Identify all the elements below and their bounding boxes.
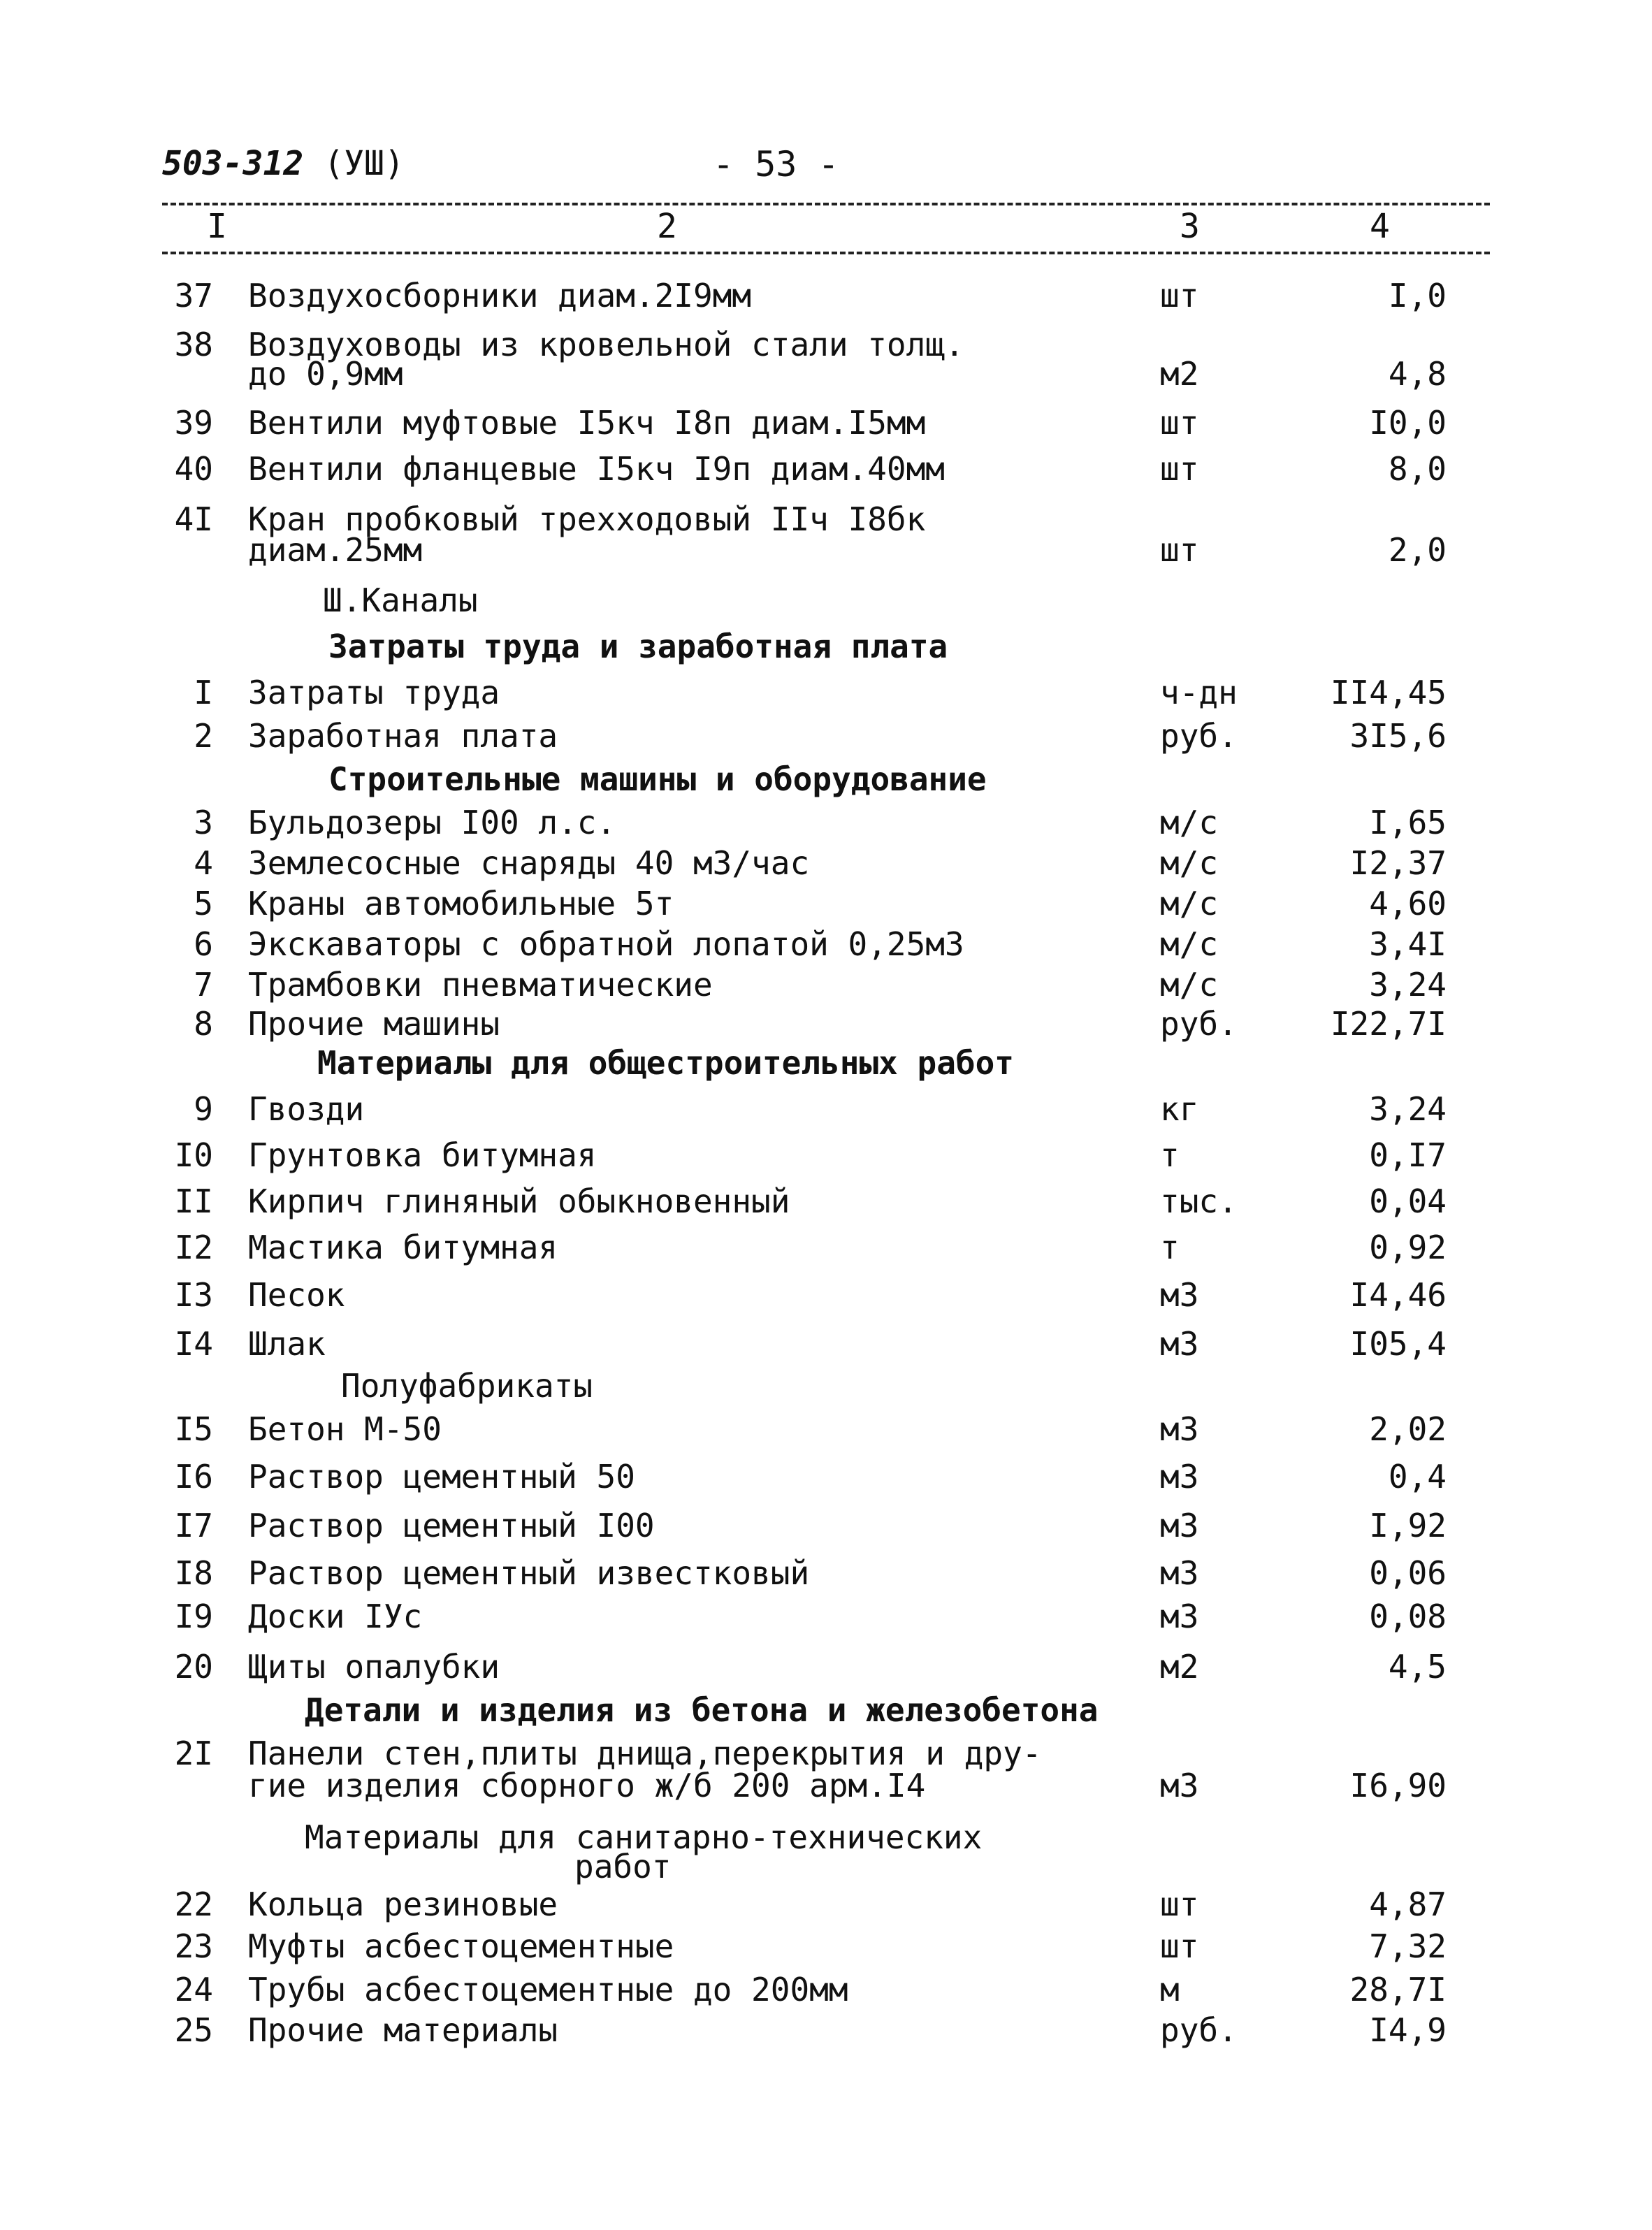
document-code: 503-312 (УШ)	[162, 144, 405, 183]
col-header-2: 2	[657, 207, 677, 246]
section-heading: Детали и изделия из бетона и железобетона	[305, 1691, 1099, 1729]
col-header-3: 3	[1180, 207, 1200, 246]
divider	[162, 203, 1490, 205]
section-heading: работ	[574, 1848, 672, 1885]
page-number: - 53 -	[713, 144, 839, 184]
section-heading: Материалы для общестроительных работ	[317, 1044, 1014, 1082]
section-heading: Строительные машины и оборудование	[328, 760, 987, 798]
document-page: 503-312 (УШ) - 53 - I 2 3 4 37 Воздухосборники диам.2I9мм шт I,0 38 Воздуховоды из кровельной стали толщ. до 0,9мм м2 4,8 39 Вентили муфтовые I5кч I8п диам.I5мм шт I0,0 40 Вентили фланцевые I5кч I9п диам.40мм шт 8,0 4I Кран пробковый трехходовый IIч I8бк диам.25мм шт 2,0 Ш.Каналы Затраты труда и заработная плата I Затраты труда ч-дн II4,45 2 Заработная плата руб. 3I5,6 Строительные машины и оборудование 3 Бульдозеры I00 л.с. м/с I,65 4 Землесосные снаряды 40 м3/час м/с I2,37 5 Краны автомобильные 5т м/с 4,60 6 Экскаваторы с обратной лопатой 0,25м3 м/с 3,4I 7 Трамбовки пневматические м/с 3,24 8 Прочие машины руб. I22,7I Материалы для общестроительных работ 9 Гвозди кг 3,24 I0 Грунтовка битумная т 0,I7 II Кирпич глиняный обыкновенный тыс. 0,04 I2 Мастика битумная т 0,92 I3 Песок м3 I4,46 I4 Шлак м3 I05,4 Полуфабрикаты I5 Бетон М-50 м3 2,02 I6 Раствор цементный 50 м3 0,4 I7 Раствор цементный I00 м3 I,92 I8 Раствор цементный известковый м3 0,06 I9 Доски IУс м3 0,08 20 Щиты опалубки м2 4,5 Детали и изделия из бетона и железобетона 2I Панели стен,плиты днища,перекрытия и дру- гие изделия сборного ж/б 200 арм.I4 м3 I6,90 Материалы для санитарно-технических работ 22 Кольца резиновые шт 4,87 23 Муфты асбестоцементные шт 7,32 24 Трубы асбестоцементные до 200мм м 28,7I 25 Прочие материалы руб. I4,9	[0, 0, 1652, 2230]
section-heading: Ш.Каналы	[323, 581, 478, 619]
divider	[162, 252, 1490, 254]
section-heading: Полуфабрикаты	[341, 1367, 593, 1405]
col-header-1: I	[207, 207, 227, 246]
col-header-4: 4	[1370, 207, 1390, 246]
section-heading: Материалы для санитарно-технических	[305, 1818, 983, 1856]
section-heading: Затраты труда и заработная плата	[328, 628, 948, 665]
